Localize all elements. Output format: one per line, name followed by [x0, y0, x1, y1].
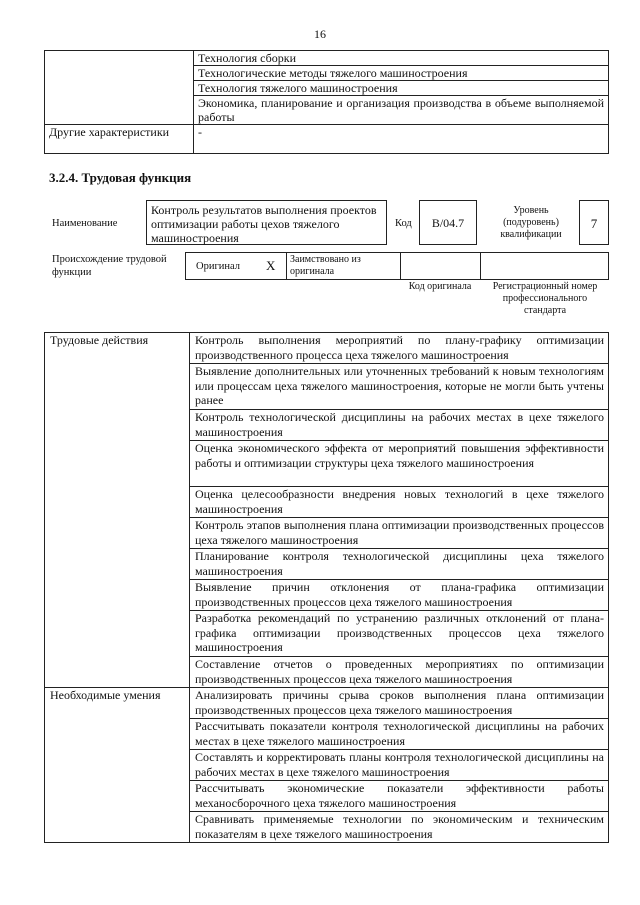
borrowed-label: Заимствовано из оригинала: [290, 254, 361, 277]
table-item: Оценка целесообразности внедрения новых технологий в цехе тяжелого машиностроения: [195, 487, 604, 516]
table-item: Сравнивать применяемые технологии по экономическим и техническим показателям в цехе тяжелого машиностроения: [195, 812, 604, 841]
top-table-row: Технология сборки: [194, 51, 609, 66]
other-characteristics-label: Другие характеристики: [45, 125, 194, 154]
page-number: 16: [314, 27, 326, 41]
table-item: Выявление дополнительных или уточненных требований к новым технологиям или процессам цеха тяжелого машиностроения, которые не могли быть учтены ранее: [195, 364, 604, 407]
table-item: Контроль технологической дисциплины на рабочих местах в цехе тяжелого машиностроения: [195, 410, 604, 439]
name-label: Наименование: [52, 218, 118, 229]
table-item: Рассчитывать экономические показатели эффективности работы механосборочного цеха тяжелого машиностроения: [195, 781, 604, 810]
section-label-required-skills: Необходимые умения: [45, 688, 190, 843]
table-item: Выявление причин отклонения от плана-графика оптимизации производственных процессов цеха тяжелого машиностроения: [195, 580, 604, 609]
top-table-row: Технологические методы тяжелого машиностроения: [194, 66, 609, 81]
top-table: [44, 50, 609, 154]
table-item: Оценка экономического эффекта от мероприятий повышения эффективности работы и оптимизации структуры цеха тяжелого машиностроения: [195, 441, 604, 470]
origin-divider: [286, 253, 287, 279]
origin-label: Происхождение трудовой функции: [52, 254, 167, 278]
level-label: Уровень (подуровень) квалификации: [500, 205, 562, 240]
origin-divider: [400, 253, 401, 279]
top-table-empty-cell: [45, 51, 194, 125]
table-item: Разработка рекомендаций по устранению различных отклонений от плана-графика оптимизации производственных процессов цеха тяжелого машиностроения: [195, 611, 604, 654]
table-item: Контроль выполнения мероприятий по плану-графику оптимизации производственного процесса цеха тяжелого машиностроения: [195, 333, 604, 362]
table-item: Составлять и корректировать планы контроля технологической дисциплины на рабочих местах в цехе тяжелого машиностроения: [195, 750, 604, 779]
level-value: 7: [579, 200, 609, 245]
original-label: Оригинал: [196, 261, 240, 272]
top-table-row: Экономика, планирование и организация производства в объеме выполняемой работы: [194, 96, 609, 125]
top-table-row: Технология тяжелого машиностроения: [194, 81, 609, 96]
code-label: Код: [395, 218, 412, 229]
code-value: B/04.7: [419, 200, 477, 245]
table-item: Рассчитывать показатели контроля технологической дисциплины на рабочих местах в цехе тяжелого машиностроения: [195, 719, 604, 748]
table-item: Составление отчетов о проведенных мероприятиях по оптимизации производственных процессов цеха тяжелого машиностроения: [195, 657, 604, 686]
section-heading: 3.2.4. Трудовая функция: [49, 170, 192, 185]
table-item: Контроль этапов выполнения плана оптимизации производственных процессов цеха тяжелого машиностроения: [195, 518, 604, 547]
main-table: [44, 332, 609, 843]
other-characteristics-value: -: [194, 125, 609, 154]
table-item: Анализировать причины срыва сроков выполнения плана оптимизации производственных процессов цеха тяжелого машиностроения: [195, 688, 604, 717]
function-name: Контроль результатов выполнения проектов оптимизации работы цехов тяжелого машиностроения: [146, 200, 387, 245]
original-mark: X: [266, 258, 276, 273]
origin-divider: [480, 253, 481, 279]
registration-number-label: Регистрационный номер профессионального стандарта: [492, 281, 598, 316]
code-original-label: Код оригинала: [408, 281, 472, 292]
table-item: Планирование контроля технологической дисциплины цеха тяжелого машиностроения: [195, 549, 604, 578]
section-label-labor-actions: Трудовые действия: [45, 333, 190, 688]
